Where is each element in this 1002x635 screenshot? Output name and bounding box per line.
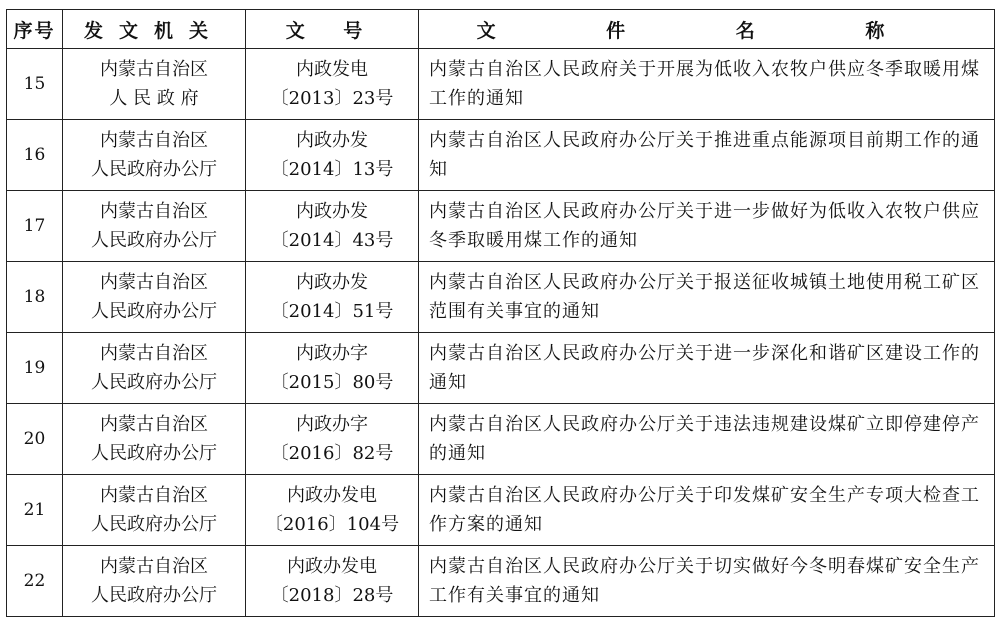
document-list-table xyxy=(6,9,995,617)
row-index: 16 xyxy=(7,120,63,191)
row-doc-title: 内蒙古自治区人民政府办公厅关于违法违规建设煤矿立即停建停产的通知 xyxy=(419,404,995,475)
row-index: 22 xyxy=(7,546,63,617)
issuer-line: 内蒙古自治区 xyxy=(100,485,208,506)
header-issuer: 发文机关 xyxy=(63,10,246,49)
row-doc-title: 内蒙古自治区人民政府办公厅关于印发煤矿安全生产专项大检查工作方案的通知 xyxy=(419,475,995,546)
row-doc-number xyxy=(246,404,419,475)
row-doc-number xyxy=(246,49,419,120)
row-doc-title: 内蒙古自治区人民政府办公厅关于进一步做好为低收入农牧户供应冬季取暖用煤工作的通知 xyxy=(419,191,995,262)
issuer-line: 人民政府办公厅 xyxy=(91,372,217,393)
row-issuer xyxy=(63,404,246,475)
issuer-line: 内蒙古自治区 xyxy=(100,343,208,364)
row-doc-title: 内蒙古自治区人民政府关于开展为低收入农牧户供应冬季取暖用煤工作的通知 xyxy=(419,49,995,120)
issuer-line: 内蒙古自治区 xyxy=(100,272,208,293)
row-doc-title: 内蒙古自治区人民政府办公厅关于切实做好今冬明春煤矿安全生产工作有关事宜的通知 xyxy=(419,546,995,617)
issuer-line: 内蒙古自治区 xyxy=(100,556,208,577)
header-doc-title: 文 件 名 称 xyxy=(419,10,995,49)
doc-number-line: 〔2018〕28号 xyxy=(270,585,394,606)
doc-number-line: 内政办发 xyxy=(296,201,368,222)
doc-number-line: 内政办发电 xyxy=(287,556,377,577)
row-index: 18 xyxy=(7,262,63,333)
issuer-line: 人 民 政 府 xyxy=(109,88,199,109)
header-index: 序号 xyxy=(7,10,63,49)
table-row xyxy=(7,546,995,617)
doc-number-line: 内政发电 xyxy=(296,59,368,80)
doc-number-line: 〔2014〕51号 xyxy=(270,301,394,322)
issuer-line: 人民政府办公厅 xyxy=(91,443,217,464)
issuer-line: 内蒙古自治区 xyxy=(100,414,208,435)
doc-number-line: 〔2015〕80号 xyxy=(270,372,394,393)
issuer-line: 人民政府办公厅 xyxy=(91,159,217,180)
row-doc-number xyxy=(246,191,419,262)
row-index: 15 xyxy=(7,49,63,120)
doc-number-line: 〔2016〕82号 xyxy=(270,443,394,464)
table-row xyxy=(7,475,995,546)
row-doc-title: 内蒙古自治区人民政府办公厅关于推进重点能源项目前期工作的通知 xyxy=(419,120,995,191)
row-issuer xyxy=(63,333,246,404)
issuer-line: 人民政府办公厅 xyxy=(91,514,217,535)
table-row xyxy=(7,191,995,262)
doc-number-line: 内政办发电 xyxy=(287,485,377,506)
row-issuer xyxy=(63,262,246,333)
table-row xyxy=(7,262,995,333)
issuer-line: 内蒙古自治区 xyxy=(100,130,208,151)
row-doc-title: 内蒙古自治区人民政府办公厅关于进一步深化和谐矿区建设工作的通知 xyxy=(419,333,995,404)
issuer-line: 人民政府办公厅 xyxy=(91,230,217,251)
issuer-line: 内蒙古自治区 xyxy=(100,59,208,80)
table-row xyxy=(7,120,995,191)
table-row xyxy=(7,404,995,475)
doc-number-line: 内政办字 xyxy=(296,414,368,435)
header-row xyxy=(7,10,995,49)
table-body xyxy=(7,49,995,617)
row-issuer xyxy=(63,475,246,546)
row-doc-number xyxy=(246,475,419,546)
row-issuer xyxy=(63,191,246,262)
doc-number-line: 内政办字 xyxy=(296,343,368,364)
row-doc-title: 内蒙古自治区人民政府办公厅关于报送征收城镇土地使用税工矿区范围有关事宜的通知 xyxy=(419,262,995,333)
row-doc-number xyxy=(246,333,419,404)
doc-number-line: 〔2013〕23号 xyxy=(270,88,394,109)
row-index: 21 xyxy=(7,475,63,546)
row-issuer xyxy=(63,120,246,191)
row-index: 20 xyxy=(7,404,63,475)
table-row xyxy=(7,333,995,404)
table-row xyxy=(7,49,995,120)
doc-number-line: 〔2014〕13号 xyxy=(270,159,394,180)
issuer-line: 内蒙古自治区 xyxy=(100,201,208,222)
row-index: 17 xyxy=(7,191,63,262)
issuer-line: 人民政府办公厅 xyxy=(91,585,217,606)
row-doc-number xyxy=(246,262,419,333)
doc-number-line: 内政办发 xyxy=(296,130,368,151)
doc-number-line: 〔2016〕104号 xyxy=(264,514,400,535)
row-index: 19 xyxy=(7,333,63,404)
row-doc-number xyxy=(246,120,419,191)
row-issuer xyxy=(63,49,246,120)
issuer-line: 人民政府办公厅 xyxy=(91,301,217,322)
table-header xyxy=(7,10,995,49)
header-doc-number: 文 号 xyxy=(246,10,419,49)
row-issuer xyxy=(63,546,246,617)
doc-number-line: 内政办发 xyxy=(296,272,368,293)
doc-number-line: 〔2014〕43号 xyxy=(270,230,394,251)
row-doc-number xyxy=(246,546,419,617)
